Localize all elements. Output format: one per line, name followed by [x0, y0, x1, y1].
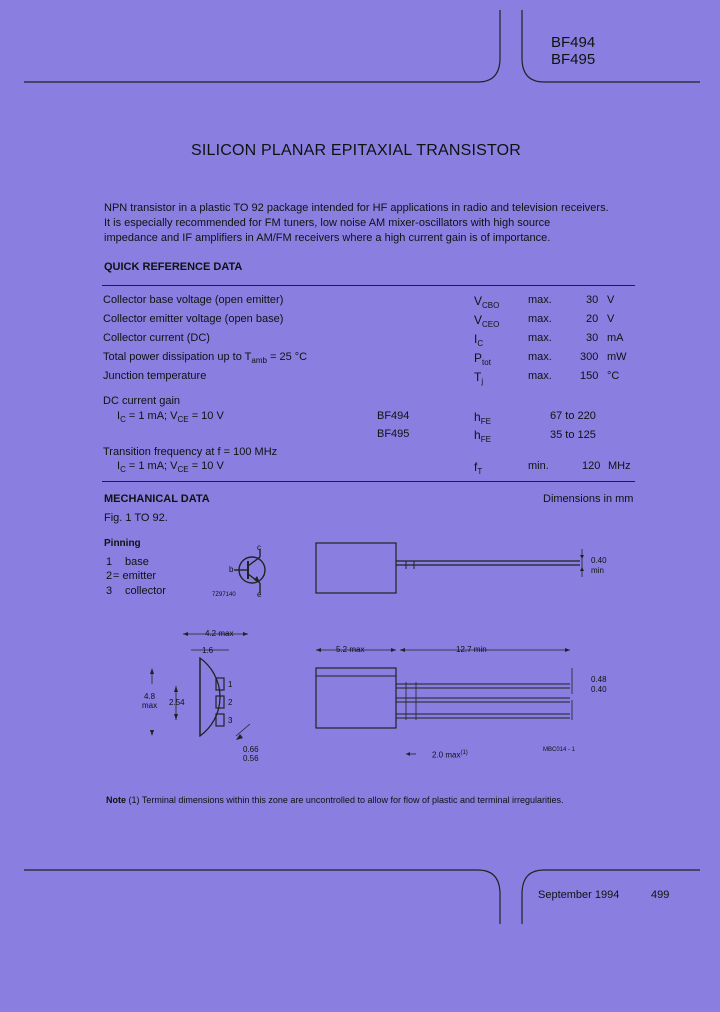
ft-unit: MHz — [608, 460, 631, 472]
dim-42max: 4.2 max — [205, 629, 234, 638]
intro-line-1: NPN transistor in a plastic TO 92 package intended for HF applications in radio and television receivers. — [104, 202, 609, 214]
gain-type-1: BF494 — [377, 410, 410, 422]
pin-3-name: collector — [125, 585, 166, 597]
qrd-value: 20 — [586, 313, 599, 325]
qrd-limit: max. — [528, 370, 552, 382]
ft-value: 120 — [582, 460, 601, 472]
gain-symbol-1: $h_{FE}$ — [474, 410, 491, 426]
ft-condition: $I_C = 1$ mA; $V_{CE} = 10$ V — [117, 460, 224, 474]
qrd-rule-bottom — [102, 481, 635, 482]
pin-label-2: 2 — [228, 698, 233, 707]
dim-254: 2.54 — [169, 698, 185, 707]
gain-condition: $I_C = 1$ mA; $V_{CE} = 10$ V — [117, 410, 224, 424]
qrd-value: 150 — [580, 370, 599, 382]
qrd-unit: V — [607, 313, 615, 325]
qrd-limit: max. — [528, 294, 552, 306]
dim-040-min: 0.40 min — [591, 556, 607, 575]
intro-line-3: impedance and IF amplifiers in AM/FM receivers where a high current gain is of importance. — [104, 232, 551, 244]
side-view-drawing — [310, 535, 610, 595]
gain-value-2: 35 to 125 — [550, 429, 596, 441]
mech-heading: MECHANICAL DATA — [104, 493, 210, 505]
pinning-title: Pinning — [104, 538, 141, 549]
qrd-limit: max. — [528, 351, 552, 363]
qrd-label: Collector base voltage (open emitter) — [103, 294, 284, 306]
ft-symbol: $f_T$ — [474, 460, 483, 476]
pin-label-1: 1 — [228, 680, 233, 689]
dim-048-040: 0.48 0.40 — [591, 675, 607, 694]
ft-label: Transition frequency at f = 100 MHz — [103, 446, 278, 458]
qrd-value: 30 — [586, 332, 599, 344]
page-title: SILICON PLANAR EPITAXIAL TRANSISTOR — [191, 142, 522, 159]
sym-code: 7Z97140 — [212, 592, 236, 598]
pin-1-num: 1 — [106, 556, 113, 568]
qrd-limit: max. — [528, 332, 552, 344]
qrd-unit: mA — [607, 332, 624, 344]
qrd-symbol: $T_j$ — [474, 370, 484, 386]
dim-16: 1.6 — [202, 646, 214, 655]
dim-20max: 2.0 $\max^{(1)}$ — [432, 750, 468, 760]
header-rule — [0, 0, 720, 100]
pin-2-name: = emitter — [113, 570, 157, 582]
qrd-label: Collector current (DC) — [103, 332, 210, 344]
qrd-label: Total power dissipation up to $T_{amb} = 25$ °C — [103, 351, 308, 365]
dims-note: Dimensions in mm — [543, 493, 634, 505]
dim-127min: 12.7 min — [456, 645, 487, 654]
qrd-unit: °C — [607, 370, 620, 382]
sym-label-c: c — [257, 543, 261, 552]
qrd-symbol: $P_{tot}$ — [474, 351, 491, 367]
qrd-unit: mW — [607, 351, 627, 363]
gain-label: DC current gain — [103, 395, 181, 407]
qrd-unit: V — [607, 294, 615, 306]
part-number-2: BF495 — [551, 51, 596, 68]
ft-limit: min. — [528, 460, 549, 472]
qrd-limit: max. — [528, 313, 552, 325]
gain-value-1: 67 to 220 — [550, 410, 596, 422]
footnote: Note (1) Terminal dimensions within this zone are uncontrolled to allow for flow of plastic and terminal irregularities. — [106, 795, 564, 805]
part-number-1: BF494 — [551, 34, 596, 51]
pin-1-name: base — [125, 556, 149, 568]
dim-066-056: 0.66 0.56 — [243, 745, 259, 763]
gain-symbol-2: $h_{FE}$ — [474, 428, 491, 444]
pin-2-num: 2 — [106, 570, 113, 582]
qrd-rule-top — [102, 285, 635, 286]
fig-caption: Fig. 1 TO 92. — [104, 512, 168, 524]
footer-page: 499 — [651, 889, 670, 901]
qrd-symbol: $V_{CBO}$ — [474, 294, 500, 310]
pin-3-num: 3 — [106, 585, 113, 597]
footer-date: September 1994 — [538, 889, 620, 901]
qrd-value: 300 — [580, 351, 599, 363]
gain-type-2: BF495 — [377, 428, 410, 440]
dim-52max: 5.2 max — [336, 645, 365, 654]
sym-label-b: b — [229, 565, 234, 574]
qrd-symbol: $V_{CEO}$ — [474, 313, 500, 329]
qrd-symbol: $I_C$ — [474, 332, 484, 348]
qrd-heading: QUICK REFERENCE DATA — [104, 261, 243, 273]
pin-label-3: 3 — [228, 716, 233, 725]
qrd-label: Collector emitter voltage (open base) — [103, 313, 284, 325]
dim-48max: 4.8 max — [142, 692, 158, 710]
qrd-label: Junction temperature — [103, 370, 207, 382]
fig-code: MBC014 - 1 — [543, 747, 576, 753]
sym-label-e: e — [257, 590, 262, 599]
qrd-value: 30 — [586, 294, 599, 306]
intro-line-2: It is especially recommended for FM tuners, low noise AM mixer-oscillators with high source — [104, 217, 551, 229]
